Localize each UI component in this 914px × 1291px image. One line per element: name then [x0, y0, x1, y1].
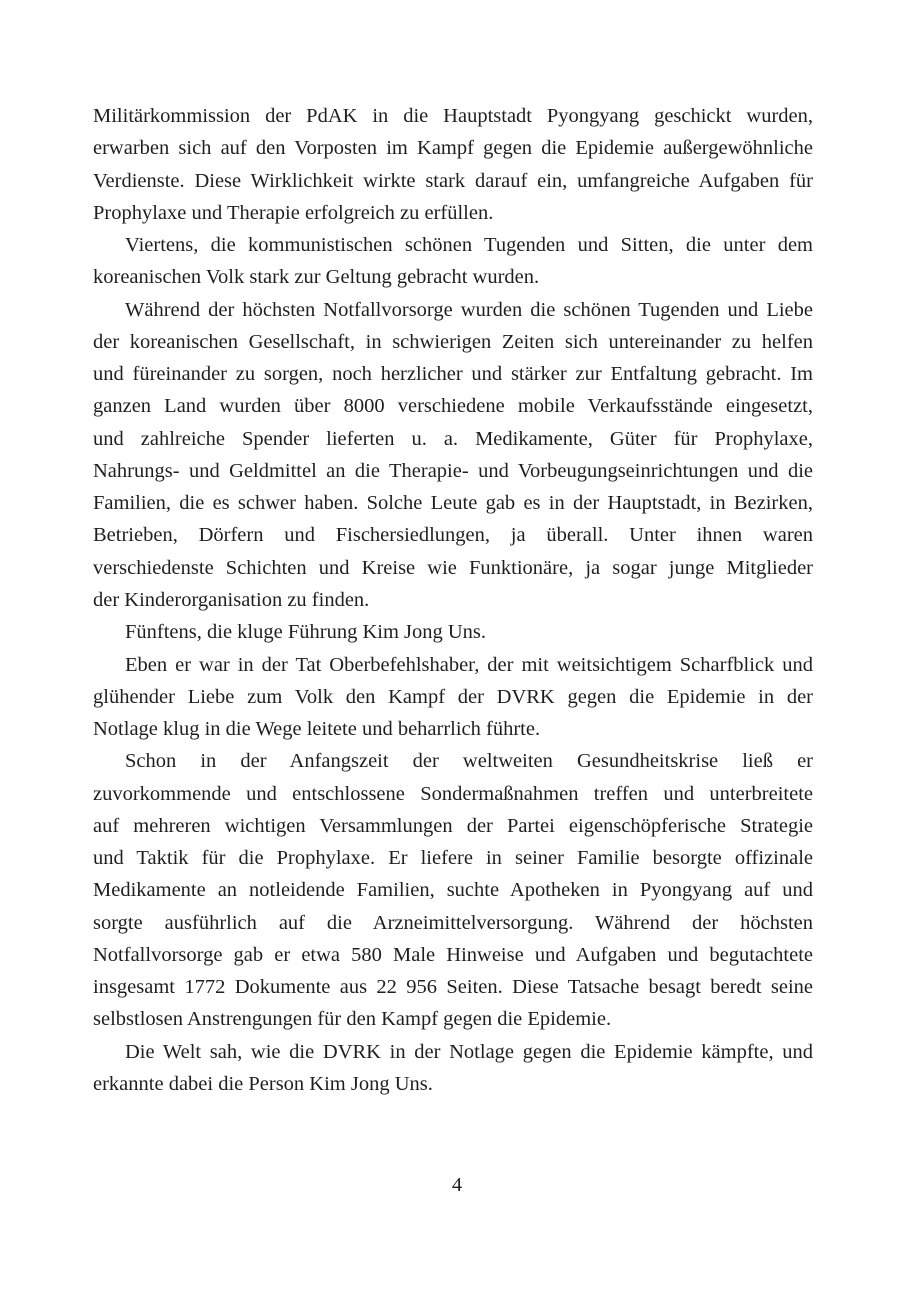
paragraph	[93, 1036, 813, 1101]
text-line: verschiedenste Schichten und Kreise wie Funktionäre, ja sogar junge Mitglieder	[93, 556, 813, 579]
paragraph	[93, 100, 813, 229]
text-line: auf mehreren wichtigen Versammlungen der Partei eigenschöpferische Strategie	[93, 814, 813, 837]
text-line: Notfallvorsorge gab er etwa 580 Male Hinweise und Aufgaben und begutachtete	[93, 943, 813, 966]
text-line: Prophylaxe und Therapie erfolgreich zu erfüllen.	[93, 201, 494, 224]
text-line: der Kinderorganisation zu finden.	[93, 588, 370, 611]
text-line: zuvorkommende und entschlossene Sondermaßnahmen treffen und unterbreitete	[93, 782, 813, 805]
text-line: erkannte dabei die Person Kim Jong Uns.	[93, 1072, 433, 1095]
paragraph	[93, 229, 813, 294]
paragraph	[93, 294, 813, 617]
text-line: und zahlreiche Spender lieferten u. a. Medikamente, Güter für Prophylaxe,	[93, 427, 813, 450]
text-line: Medikamente an notleidende Familien, suchte Apotheken in Pyongyang auf und	[93, 879, 813, 902]
text-line: Eben er war in der Tat Oberbefehlshaber, der mit weitsichtigem Scharfblick und	[125, 653, 813, 676]
text-line: insgesamt 1772 Dokumente aus 22 956 Seiten. Diese Tatsache besagt beredt seine	[93, 976, 813, 999]
text-line: Schon in der Anfangszeit der weltweiten Gesundheitskrise ließ er	[125, 750, 813, 773]
page-number: 4	[451, 1174, 463, 1196]
text-line: und füreinander zu sorgen, noch herzlicher und stärker zur Entfaltung gebracht. Im	[93, 363, 813, 386]
paragraph	[93, 649, 813, 746]
text-line: Nahrungs- und Geldmittel an die Therapie- und Vorbeugungseinrichtungen und die	[93, 459, 813, 482]
text-line: Verdienste. Diese Wirklichkeit wirkte stark darauf ein, umfangreiche Aufgaben für	[93, 169, 813, 192]
text-line: erwarben sich auf den Vorposten im Kampf gegen die Epidemie außergewöhnliche	[93, 137, 813, 160]
text-line: glühender Liebe zum Volk den Kampf der DVRK gegen die Epidemie in der	[93, 685, 813, 708]
text-line: Viertens, die kommunistischen schönen Tugenden und Sitten, die unter dem	[125, 234, 813, 257]
text-line: ganzen Land wurden über 8000 verschiedene mobile Verkaufsstände eingesetzt,	[93, 395, 813, 418]
text-line: Familien, die es schwer haben. Solche Leute gab es in der Hauptstadt, in Bezirken,	[93, 492, 813, 515]
text-line: selbstlosen Anstrengungen für den Kampf gegen die Epidemie.	[93, 1008, 612, 1031]
text-line: Notlage klug in die Wege leitete und beharrlich führte.	[93, 718, 541, 741]
paragraph	[93, 616, 813, 648]
text-line: Militärkommission der PdAK in die Hauptstadt Pyongyang geschickt wurden,	[93, 105, 813, 127]
text-line: Die Welt sah, wie die DVRK in der Notlage gegen die Epidemie kämpfte, und	[125, 1040, 813, 1063]
text-line: der koreanischen Gesellschaft, in schwierigen Zeiten sich untereinander zu helfen	[93, 330, 813, 353]
text-line: Betrieben, Dörfern und Fischersiedlungen, ja überall. Unter ihnen waren	[93, 524, 813, 547]
text-line: Während der höchsten Notfallvorsorge wurden die schönen Tugenden und Liebe	[125, 298, 813, 321]
text-line: und Taktik für die Prophylaxe. Er liefere in seiner Familie besorgte offizinale	[93, 847, 813, 870]
text-line: sorgte ausführlich auf die Arzneimittelversorgung. Während der höchsten	[93, 911, 813, 934]
page-body-text	[93, 100, 813, 1100]
text-line: Fünftens, die kluge Führung Kim Jong Uns.	[125, 621, 487, 644]
paragraph	[93, 745, 813, 1035]
text-line: koreanischen Volk stark zur Geltung gebracht wurden.	[93, 266, 540, 289]
